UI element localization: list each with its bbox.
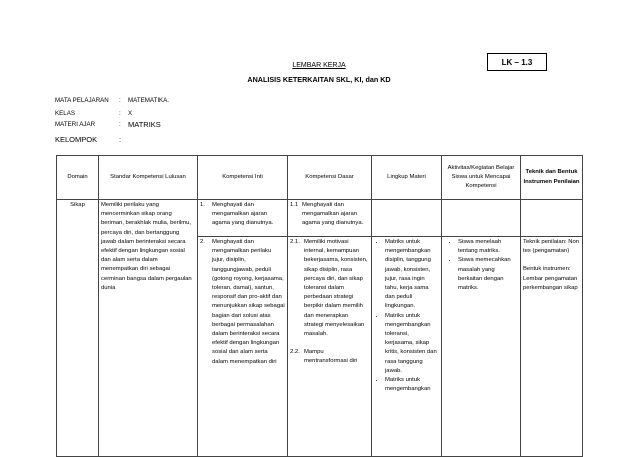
cell-domain: Sikap: [57, 200, 99, 457]
list-item: • Matriks untuk mengembangkan toleransi, kerjasama, sikap kritis, konsisten dan rasa tanggung jawab.: [385, 312, 439, 376]
page-subtitle: ANALISIS KETERKAITAN SKL, KI, dan KD: [247, 75, 391, 84]
meta-colon: :: [119, 97, 121, 104]
meta-value: X: [128, 110, 133, 117]
table-row: [57, 200, 583, 237]
worksheet-code: LK – 1.3: [501, 57, 533, 67]
meta-label: MATA PELAJARAN: [55, 97, 109, 104]
ki-text: Menghayati dan mengamalkan ajaran agama yang dianutnya.: [212, 202, 274, 227]
cell-teknik-empty: [521, 200, 583, 237]
ki-number: 2.: [200, 239, 205, 245]
cell-ki-2: [198, 237, 288, 457]
cell-lingkup: [372, 237, 442, 457]
meta-label: MATERI AJAR: [55, 121, 96, 128]
meta-colon: :: [119, 121, 121, 128]
instrumen-text: Bentuk instrumen: Lembar pengamatan perkembangan sikap: [523, 266, 578, 291]
kd-number: 2.1.: [290, 239, 300, 245]
page-title: LEMBAR KERJA: [292, 62, 346, 69]
header-ki: Kompetensi Inti: [198, 156, 288, 200]
cell-kd-2: [288, 237, 372, 457]
kd-number: 2.2.: [290, 349, 300, 356]
cell-skl: Memiliki perilaku yang mencerminkan sikap orang beriman, berakhlak mulia, berilmu, percaya diri, dan bertanggung jawab dalam berinteraksi secara efektif dengan lingkungan sosial dan alam serta dalam menempatkan diri sebagai cerminan bangsa dalam pergaulan dunia: [99, 200, 198, 457]
meta-value: MATRIKS: [128, 120, 161, 129]
meta-value: MATEMATIKA.: [128, 97, 170, 104]
header-domain: Domain: [57, 156, 99, 200]
header-skl: Standar Kompetensi Lulusan: [99, 156, 198, 200]
kd-number: 1.1: [290, 202, 299, 208]
kd-text: Mampu mentransformasi diri: [304, 349, 358, 365]
table-header-row: [57, 156, 583, 200]
cell-lingkup-empty: [372, 200, 442, 237]
cell-teknik: [521, 237, 583, 457]
cell-aktivitas: [442, 237, 521, 457]
analysis-table: [56, 155, 583, 457]
ki-text: Menghayati dan mengamalkan perilaku jujur, disiplin, tanggungjawab, peduli (gotong royong, kerjasama, toleran, damai), santun, responsif dan pro-aktif dan menunjukkan sikap sebagai bagian dari solusi atas berbagai permasalahan dalam berinteraksi secara efektif dengan lingkungan sosial dan alam serta dalam menempatkan diri: [212, 239, 285, 365]
header-lingkup: Lingkup Materi: [372, 156, 442, 200]
list-item: • Siswa memecahkan masalah yang berkaitan dengan matriks.: [458, 256, 518, 293]
kd-text: Memiliki motivasi internal, kemampuan bekerjasama, konsisten, sikap disiplin, rasa percaya diri, dan sikap toleransi dalam perbedaan strategi berpikir dalam memilih dan menerapkan strategi menyelesaikan masalah.: [304, 239, 368, 338]
header-kd: Kompetensi Dasar: [288, 156, 372, 200]
list-item: • Matriks untuk mengembangkan disiplin, tanggung jawab, konsisten, jujur, rasa ingin tahu, kerja sama dan peduli lingkungan.: [385, 238, 439, 312]
kd-text: Menghayati dan mengamalkan ajaran agama yang dianutnya.: [302, 202, 364, 227]
teknik-text: Teknik penilaian: Non tes (pengamatan): [523, 239, 579, 255]
meta-colon: :: [119, 110, 121, 117]
meta-label: KELOMPOK: [55, 135, 98, 144]
cell-ki-1: [198, 200, 288, 237]
header-aktivitas: Aktivitas/Kegiatan Belajar Siswa untuk Mencapai Kompetensi: [442, 156, 521, 200]
list-item: • Matriks untuk mengembangkan: [385, 376, 439, 394]
meta-colon: :: [119, 135, 122, 144]
meta-label: KELAS: [55, 110, 75, 117]
cell-aktivitas-empty: [442, 200, 521, 237]
ki-number: 1.: [200, 202, 205, 208]
cell-kd-1: [288, 200, 372, 237]
list-item: • Siswa menelaah tentang matriks.: [458, 238, 518, 256]
header-teknik: Teknik dan Bentuk Instrumen Penilaian: [521, 156, 583, 200]
